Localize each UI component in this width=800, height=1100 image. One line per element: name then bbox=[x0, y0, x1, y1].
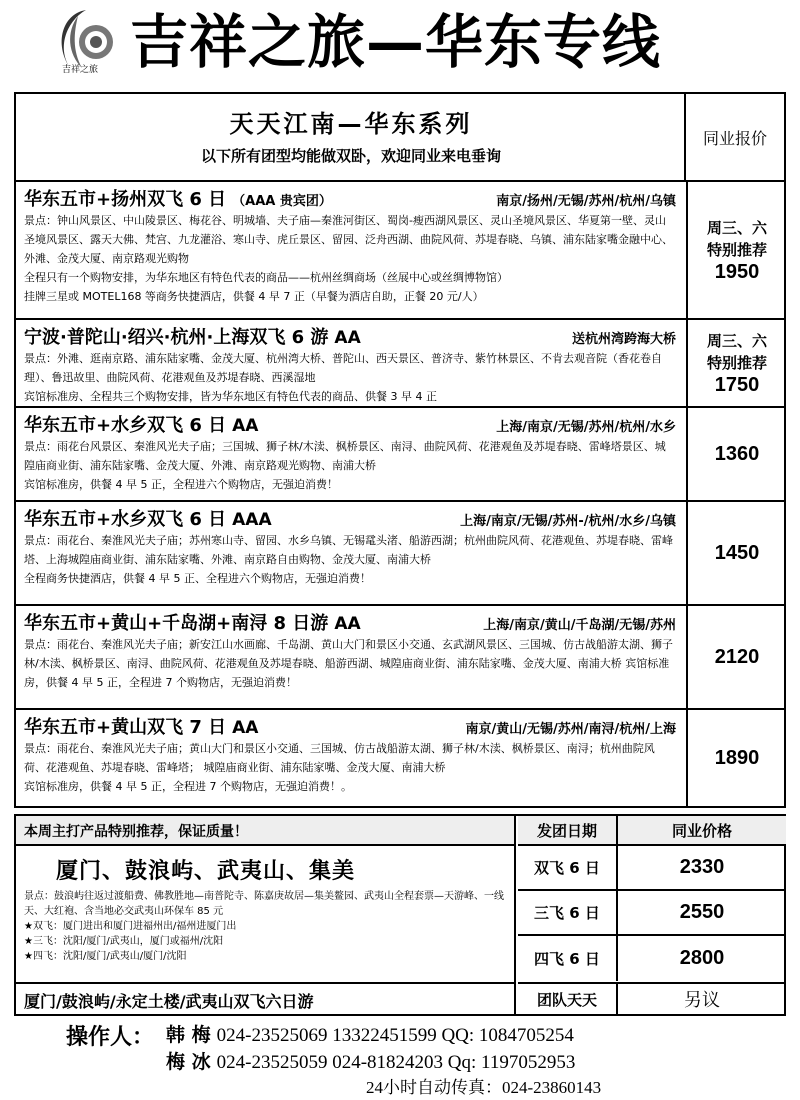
route-grade: AA bbox=[334, 328, 361, 348]
route-price: 1750 bbox=[714, 373, 760, 396]
weekly-footer-route: 厦门/鼓浪屿/永定土楼/武夷山双飞六日游 bbox=[16, 982, 514, 1014]
series-header bbox=[16, 94, 686, 182]
series-subtitle: 以下所有团型均能做双卧，欢迎同业来电垂询 bbox=[200, 147, 501, 165]
table-row: 双飞 6 日 2330 bbox=[518, 846, 786, 891]
recommend-badge: 特别推荐 bbox=[706, 240, 767, 259]
route-cities: 上海/南京/黄山/千岛湖/无锡/苏州 bbox=[483, 618, 676, 633]
route-grade: AAA bbox=[232, 510, 272, 530]
route-price: 1360 bbox=[714, 442, 760, 465]
table-row: 三飞 6 日 2550 bbox=[518, 891, 786, 936]
weekly-heading: 本周主打产品特别推荐，保证质量！ bbox=[16, 816, 514, 846]
route-description: 景点：外滩、逛南京路、浦东陆家嘴、金茂大厦、杭州湾大桥、普陀山、西天景区、普济寺、紫竹林景区、不肯去观音院（香花卷自理）、鲁迅故里、曲院风荷、花港观鱼及苏堤春晓、西溪湿地 宾馆标准房、全程共三个购物安排，皆为华东地区有特色代表的商品、供餐 3 早 4 正 bbox=[24, 352, 662, 403]
contact-info bbox=[56, 1018, 776, 1098]
route-row bbox=[16, 606, 786, 710]
route-row bbox=[16, 320, 786, 408]
route-table bbox=[14, 92, 786, 808]
route-description: 景点：雨花台、秦淮风光夫子庙；苏州寒山寺、留园、水乡乌镇、无锡鼋头渚、船游西湖；杭州曲院风荷、花港观鱼、苏堤春晓、雷峰塔、上海城隍庙商业街、浦东陆家嘴、外滩、南京路自由购物、金茂大厦、南浦大桥 全程商务快捷酒店，供餐 4 早 5 正、全程进六个购物店，无强迫消费！ bbox=[24, 534, 673, 585]
route-grade: AA bbox=[232, 416, 259, 436]
route-name: 华东五市+水乡双飞 6 日 bbox=[24, 415, 227, 436]
page-title: 吉祥之旅—华东专线 bbox=[130, 8, 662, 76]
price-column-header: 同业报价 bbox=[684, 94, 784, 182]
weekly-destination: 厦门、鼓浪屿、武夷山、集美 bbox=[56, 859, 356, 884]
logo-text: 吉祥之旅 bbox=[62, 65, 99, 75]
departure-days: 周三、六 bbox=[706, 218, 767, 237]
route-grade: AA bbox=[334, 614, 361, 634]
route-price: 1890 bbox=[714, 746, 760, 769]
weekly-special bbox=[14, 814, 786, 1016]
route-name: 华东五市+水乡双飞 6 日 bbox=[24, 509, 227, 530]
route-cities: 南京/黄山/无锡/苏州/南浔/杭州/上海 bbox=[465, 722, 676, 737]
route-cities: 南京/扬州/无锡/苏州/杭州/乌镇 bbox=[496, 194, 676, 209]
route-cities: 上海/南京/无锡/苏州-/杭州/水乡/乌镇 bbox=[460, 514, 676, 529]
route-name: 华东五市+扬州双飞 6 日 bbox=[24, 189, 227, 210]
series-title: 天天江南—华东系列 bbox=[229, 110, 473, 138]
route-description: 景点：雨花台风景区、秦淮风光夫子庙；三国城、狮子林/木渎、枫桥景区、南浔、曲院风荷、花港观鱼及苏堤春晓、雷峰塔景区、城隍庙商业街、浦东陆家嘴、金茂大厦、外滩、南京路观光购物、南浦大桥 宾馆标准房，供餐 4 早 5 正，全程进六个购物店，无强迫消费！ bbox=[24, 440, 666, 491]
route-row bbox=[16, 408, 786, 502]
route-row bbox=[16, 182, 786, 320]
route-price: 2120 bbox=[714, 645, 760, 668]
route-row bbox=[16, 710, 786, 806]
route-grade: （AAA 贵宾团） bbox=[232, 194, 332, 209]
route-name: 华东五市+黄山双飞 7 日 bbox=[24, 717, 227, 738]
route-description: 景点：钟山风景区、中山陵景区、梅花谷、明城墙、夫子庙—秦淮河街区、蜀岗-瘦西湖风景区、灵山圣境风景区、华夏第一壁、灵山圣境风景区、露天大佛、梵宫、九龙灌浴、寒山寺、虎丘景区、留园、泛舟西湖、曲院风荷、苏堤春晓、乌镇、浦东陆家嘴金融中心、外滩、金茂大厦、南京路观光购物 全程只有一个购物安排，为华东地区有特色代表的商品——杭州丝绸商场（丝展中心或丝绸博物馆） 挂牌三星或 MOTEL168 等商务快捷酒店，供餐 4 早 7 正（早餐为酒店自助，正餐 20 元/人） bbox=[24, 214, 673, 303]
contact-line: 梅 冰 024-23525059 024-81824203 Qq: 1197052953 bbox=[166, 1051, 576, 1073]
route-price: 1950 bbox=[714, 260, 760, 283]
route-grade: AA bbox=[232, 718, 259, 738]
recommend-badge: 特别推荐 bbox=[706, 353, 767, 372]
weekly-description: 景点：鼓浪屿往返过渡船费、佛教胜地—南普陀寺、陈嘉庚故居—集美鳌园、武夷山全程套票—天游峰、一线天、大红袍、含当地必交武夷山环保车 85 元 ★双飞：厦门进出和厦门进福州出/福州进厦门出 ★三飞：沈阳/厦门/武夷山，厦门或福州/沈阳 ★四飞：沈阳/厦门/武夷山/厦门/沈阳 bbox=[24, 891, 504, 962]
departure-days: 周三、六 bbox=[706, 331, 767, 350]
fax-line: 24小时自动传真：024-23860143 bbox=[366, 1078, 602, 1097]
column-header-price: 同业价格 bbox=[671, 821, 732, 840]
route-description: 景点：雨花台、秦淮风光夫子庙；新安江山水画廊、千岛湖、黄山大门和景区小交通、玄武湖风景区、三国城、仿古战船游太湖、狮子林/木渎、枫桥景区、南浔、曲院风荷、花港观鱼及苏堤春晓、船游西湖、城隍庙商业街、浦东陆家嘴、金茂大厦、南浦大桥 宾馆标准房，供餐 4 早 5 正，全程进 7 个购物店，无强迫消费！ bbox=[24, 638, 673, 689]
route-cities: 送杭州湾跨海大桥 bbox=[571, 332, 676, 347]
weekly-price-table bbox=[518, 816, 786, 1014]
route-name: 华东五市+黄山+千岛湖+南浔 8 日游 bbox=[24, 613, 329, 634]
route-price: 1450 bbox=[714, 541, 760, 564]
route-row bbox=[16, 502, 786, 606]
table-row: 四飞 6 日 2800 bbox=[518, 936, 786, 981]
contact-line: 韩 梅 024-23525069 13322451599 QQ: 1084705254 bbox=[166, 1024, 574, 1046]
header bbox=[0, 0, 800, 86]
table-row: 团队天天 另议 bbox=[518, 982, 786, 1014]
column-header-date: 发团日期 bbox=[518, 816, 618, 844]
route-cities: 上海/南京/无锡/苏州/杭州/水乡 bbox=[496, 420, 676, 435]
route-name: 宁波·普陀山·绍兴·杭州·上海双飞 6 游 bbox=[24, 327, 329, 348]
route-description: 景点：雨花台、秦淮风光夫子庙；黄山大门和景区小交通、三国城、仿古战船游太湖、狮子林/木渎、枫桥景区、南浔；杭州曲院风荷、花港观鱼、苏堤春晓、雷峰塔； 城隍庙商业街、浦东陆家嘴、金茂大厦、南浦大桥 宾馆标准房，供餐 4 早 5 正，全程进 7 个购物店，无强迫消费！。 bbox=[24, 742, 655, 793]
operator-label: 操作人： bbox=[66, 1025, 155, 1050]
